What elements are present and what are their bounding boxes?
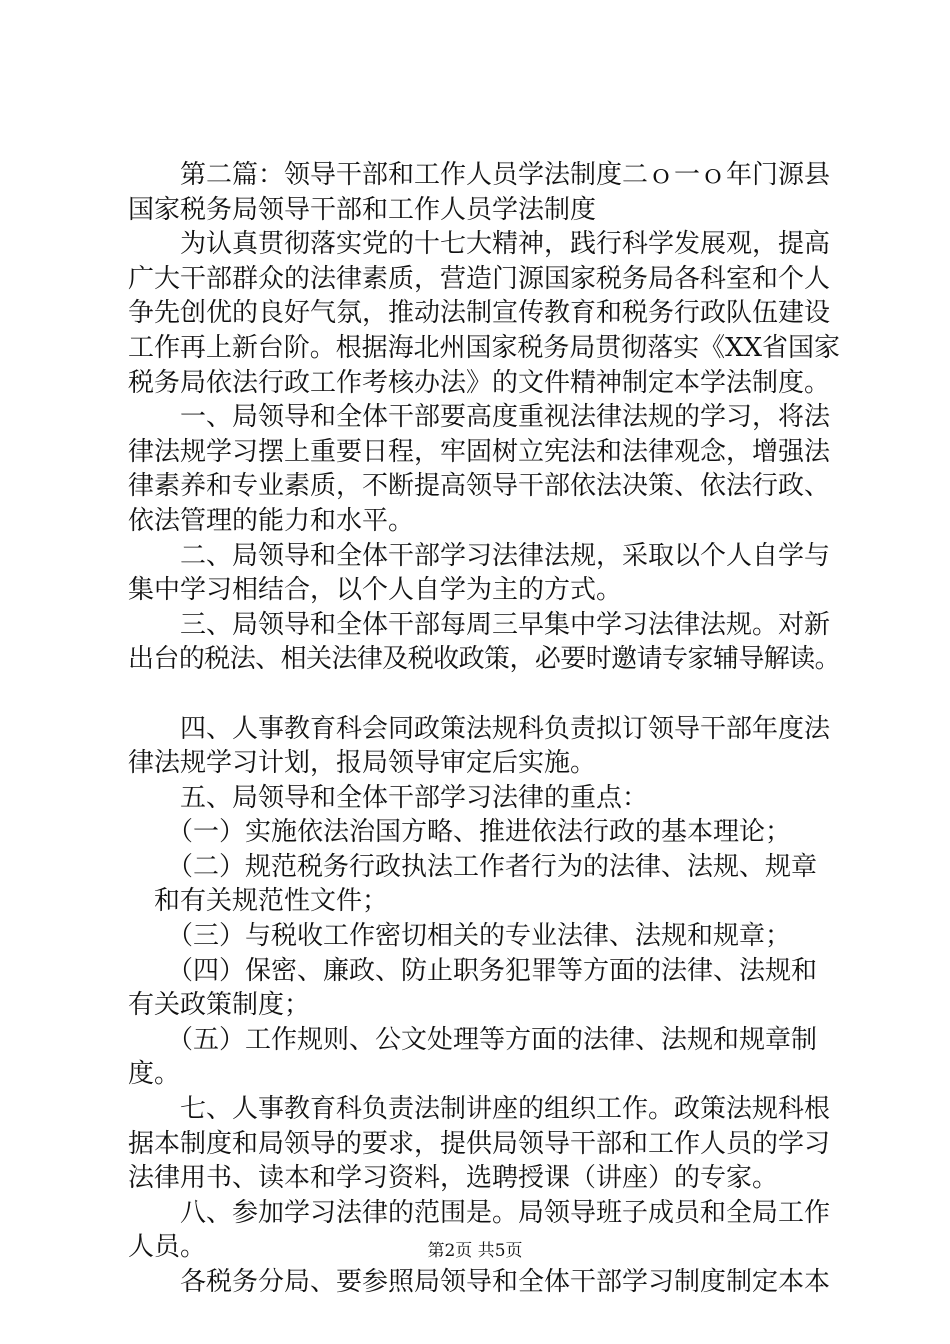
text-line: （二）规范税务行政执法工作者行为的法律、法规、规章	[128, 851, 818, 882]
text-line: 法律用书、读本和学习资料，选聘授课（讲座）的专家。	[128, 1163, 779, 1194]
text-line: 和有关规范性文件；	[128, 886, 389, 917]
text-line: 广大干部群众的法律素质，营造门源国家税务局各科室和个人	[128, 263, 831, 294]
text-line: 二、局领导和全体干部学习法律法规，采取以个人自学与	[128, 540, 831, 571]
text-line: 七、人事教育科负责法制讲座的组织工作。政策法规科根	[128, 1094, 831, 1125]
text-line: （三）与税收工作密切相关的专业法律、法规和规章；	[128, 921, 792, 952]
text-line: 律素养和专业素质，不断提高领导干部依法决策、依法行政、	[128, 471, 831, 502]
text-line: 五、局领导和全体干部学习法律的重点：	[128, 782, 649, 813]
text-line: （一）实施依法治国方略、推进依法行政的基本理论；	[128, 817, 792, 848]
document-body	[128, 158, 840, 1300]
text-line: 有关政策制度；	[128, 990, 311, 1021]
text-line: 第二篇：领导干部和工作人员学法制度二ｏ一ｏ年门源县	[128, 160, 831, 190]
text-line: 税务局依法行政工作考核办法》的文件精神制定本学法制度。	[128, 367, 831, 398]
text-line: （五）工作规则、公文处理等方面的法律、法规和规章制	[128, 1024, 818, 1055]
text-line: 国家税务局领导干部和工作人员学法制度	[128, 194, 597, 225]
text-line: 度。	[128, 1059, 181, 1090]
text-line: 争先创优的良好气氛，推动法制宣传教育和税务行政队伍建设	[128, 298, 831, 329]
text-line: 八、参加学习法律的范围是。局领导班子成员和全局工作	[128, 1197, 831, 1228]
text-line: 依法管理的能力和水平。	[128, 505, 415, 536]
text-line: 各税务分局、要参照局领导和全体干部学习制度制定本本	[128, 1267, 831, 1297]
text-line: 一、局领导和全体干部要高度重视法律法规的学习，将法	[128, 402, 831, 433]
text-line	[128, 677, 840, 712]
text-line: 律法规学习摆上重要日程，牢固树立宪法和法律观念，增强法	[128, 436, 831, 467]
text-line: 人员。	[128, 1232, 207, 1263]
text-line: 四、人事教育科会同政策法规科负责拟订领导干部年度法	[128, 713, 831, 744]
text-line: 工作再上新台阶。根据海北州国家税务局贯彻落实《XX省国家	[128, 332, 840, 363]
page-number: 第2页 共5页	[427, 1241, 523, 1261]
text-line: 三、局领导和全体干部每周三早集中学习法律法规。对新	[128, 609, 831, 640]
text-line: 集中学习相结合，以个人自学为主的方式。	[128, 575, 623, 606]
text-line: （四）保密、廉政、防止职务犯罪等方面的法律、法规和	[128, 955, 818, 986]
text-line: 律法规学习计划，报局领导审定后实施。	[128, 748, 597, 779]
text-line: 为认真贯彻落实党的十七大精神，践行科学发展观，提高	[128, 229, 831, 260]
text-line: 据本制度和局领导的要求，提供局领导干部和工作人员的学习	[128, 1128, 831, 1159]
text-line: 出台的税法、相关法律及税收政策，必要时邀请专家辅导解读。	[128, 644, 841, 675]
